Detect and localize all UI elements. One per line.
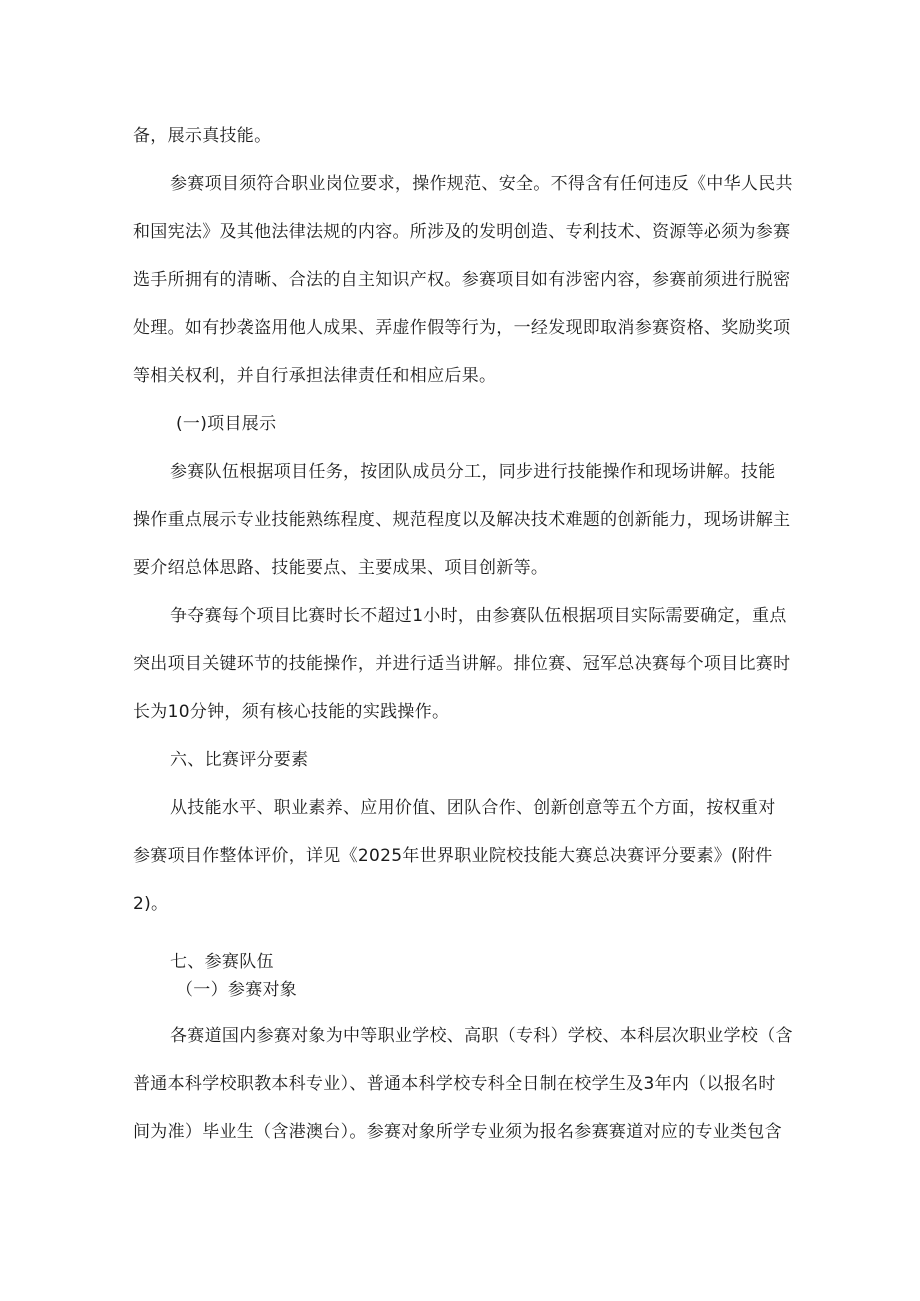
paragraph-line: 参赛项目须符合职业岗位要求，操作规范、安全。不得含有任何违反《中华人民共 bbox=[170, 174, 793, 194]
paragraph-line: 长为10分钟，须有核心技能的实践操作。 bbox=[133, 702, 450, 722]
paragraph-line: 普通本科学校职教本科专业）、普通本科学校专科全日制在校学生及3年内（以报名时 bbox=[133, 1074, 776, 1094]
paragraph-line: 争夺赛每个项目比赛时长不超过1小时，由参赛队伍根据项目实际需要确定，重点 bbox=[170, 606, 787, 626]
paragraph-line: 各赛道国内参赛对象为中等职业学校、高职（专科）学校、本科层次职业学校（含 bbox=[170, 1026, 793, 1046]
paragraph-line: 2)。 bbox=[133, 894, 169, 914]
paragraph-line: 要介绍总体思路、技能要点、主要成果、项目创新等。 bbox=[133, 558, 549, 578]
section-heading: 七、参赛队伍 bbox=[170, 952, 274, 972]
paragraph-line: 操作重点展示专业技能熟练程度、规范程度以及解决技术难题的创新能力，现场讲解主 bbox=[133, 510, 791, 530]
paragraph-line: 间为准）毕业生（含港澳台）。参赛对象所学专业须为报名参赛赛道对应的专业类包含 bbox=[133, 1122, 782, 1142]
section-heading: (一)项目展示 bbox=[176, 414, 277, 434]
paragraph-line: 参赛队伍根据项目任务，按团队成员分工，同步进行技能操作和现场讲解。技能 bbox=[170, 462, 776, 482]
paragraph-line: 备，展示真技能。 bbox=[133, 126, 272, 146]
paragraph-line: 参赛项目作整体评价，详见《2025年世界职业院校技能大赛总决赛评分要素》(附件 bbox=[133, 846, 773, 866]
section-heading: 六、比赛评分要素 bbox=[170, 750, 309, 770]
paragraph-line: 突出项目关键环节的技能操作，并进行适当讲解。排位赛、冠军总决赛每个项目比赛时 bbox=[133, 654, 791, 674]
paragraph-line: 选手所拥有的清晰、合法的自主知识产权。参赛项目如有涉密内容，参赛前须进行脱密 bbox=[133, 270, 791, 290]
section-heading: （一）参赛对象 bbox=[176, 980, 298, 1000]
paragraph-line: 从技能水平、职业素养、应用价值、团队合作、创新创意等五个方面，按权重对 bbox=[170, 798, 776, 818]
paragraph-line: 和国宪法》及其他法律法规的内容。所涉及的发明创造、专利技术、资源等必须为参赛 bbox=[133, 222, 791, 242]
paragraph-line: 处理。如有抄袭盗用他人成果、弄虚作假等行为，一经发现即取消参赛资格、奖励奖项 bbox=[133, 318, 791, 338]
paragraph-line: 等相关权利，并自行承担法律责任和相应后果。 bbox=[133, 366, 497, 386]
